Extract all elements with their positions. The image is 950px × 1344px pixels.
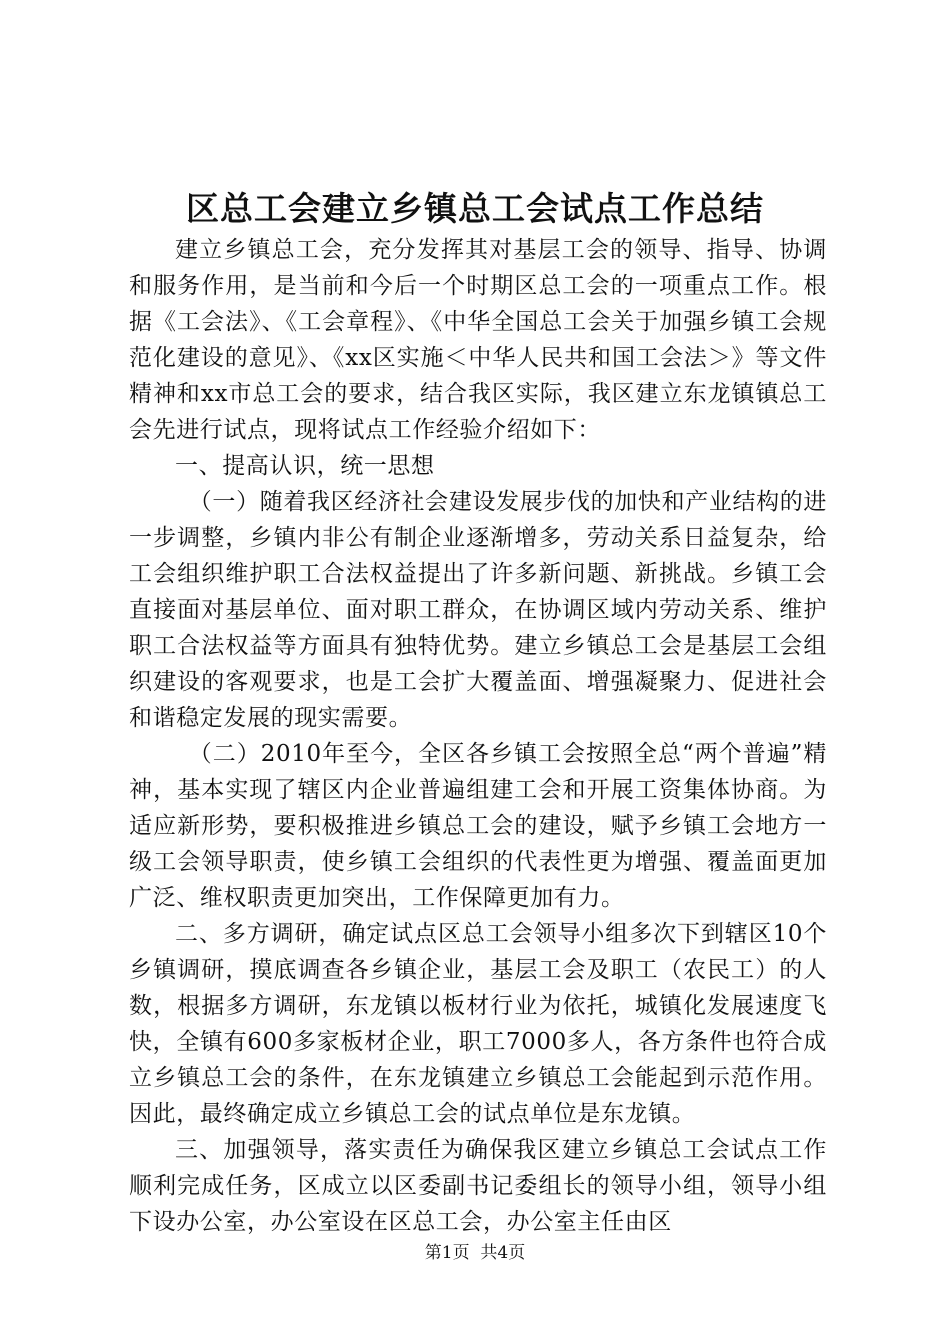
section-paragraph-3: 三、加强领导，落实责任为确保我区建立乡镇总工会试点工作顺利完成任务，区成立以区委副书记委组长的领导小组，领导小组下设办公室，办公室设在区总工会，办公室主任由区 (129, 1137, 827, 1235)
section-paragraph-2: 二、多方调研，确定试点区总工会领导小组多次下到辖区10个乡镇调研，摸底调查各乡镇企业，基层工会及职工（农民工）的人数，根据多方调研，东龙镇以板材行业为依托，城镇化发展速度飞快，全镇有600多家板材企业，职工7000多人，各方条件也符合成立乡镇总工会的条件，在东龙镇建立乡镇总工会能起到示范作用。因此，最终确定成立乡镇总工会的试点单位是东龙镇。 (129, 921, 827, 1127)
footer-separator (470, 1243, 481, 1263)
page-total: 共4页 (480, 1243, 526, 1263)
intro-paragraph: 建立乡镇总工会，充分发挥其对基层工会的领导、指导、协调和服务作用，是当前和今后一个时期区总工会的一项重点工作。根据《工会法》、《工会章程》、《中华全国总工会关于加强乡镇工会规范化建设的意见》、《xx区实施＜中华人民共和国工会法＞》等文件精神和xx市总工会的要求，结合我区实际，我区建立东龙镇镇总工会先进行试点，现将试点工作经验介绍如下： (129, 237, 827, 443)
document-title: 区总工会建立乡镇总工会试点工作总结 (186, 189, 764, 228)
page-number: 第1页 (424, 1243, 470, 1263)
document-body (129, 232, 827, 1240)
section-heading-1: 一、提高认识，统一思想 (175, 453, 435, 479)
page-footer (0, 1241, 950, 1265)
subsection-paragraph-1: （一）随着我区经济社会建设发展步伐的加快和产业结构的进一步调整，乡镇内非公有制企业逐渐增多，劳动关系日益复杂，给工会组织维护职工合法权益提出了许多新问题、新挑战。乡镇工会直接面对基层单位、面对职工群众，在协调区域内劳动关系、维护职工合法权益等方面具有独特优势。建立乡镇总工会是基层工会组织建设的客观要求，也是工会扩大覆盖面、增强凝聚力、促进社会和谐稳定发展的现实需要。 (129, 489, 827, 731)
subsection-paragraph-2: （二）2010年至今，全区各乡镇工会按照全总“两个普遍”精神，基本实现了辖区内企业普遍组建工会和开展工资集体协商。为适应新形势，要积极推进乡镇总工会的建设，赋予乡镇工会地方一级工会领导职责，使乡镇工会组织的代表性更为增强、覆盖面更加广泛、维权职责更加突出，工作保障更加有力。 (129, 741, 827, 911)
